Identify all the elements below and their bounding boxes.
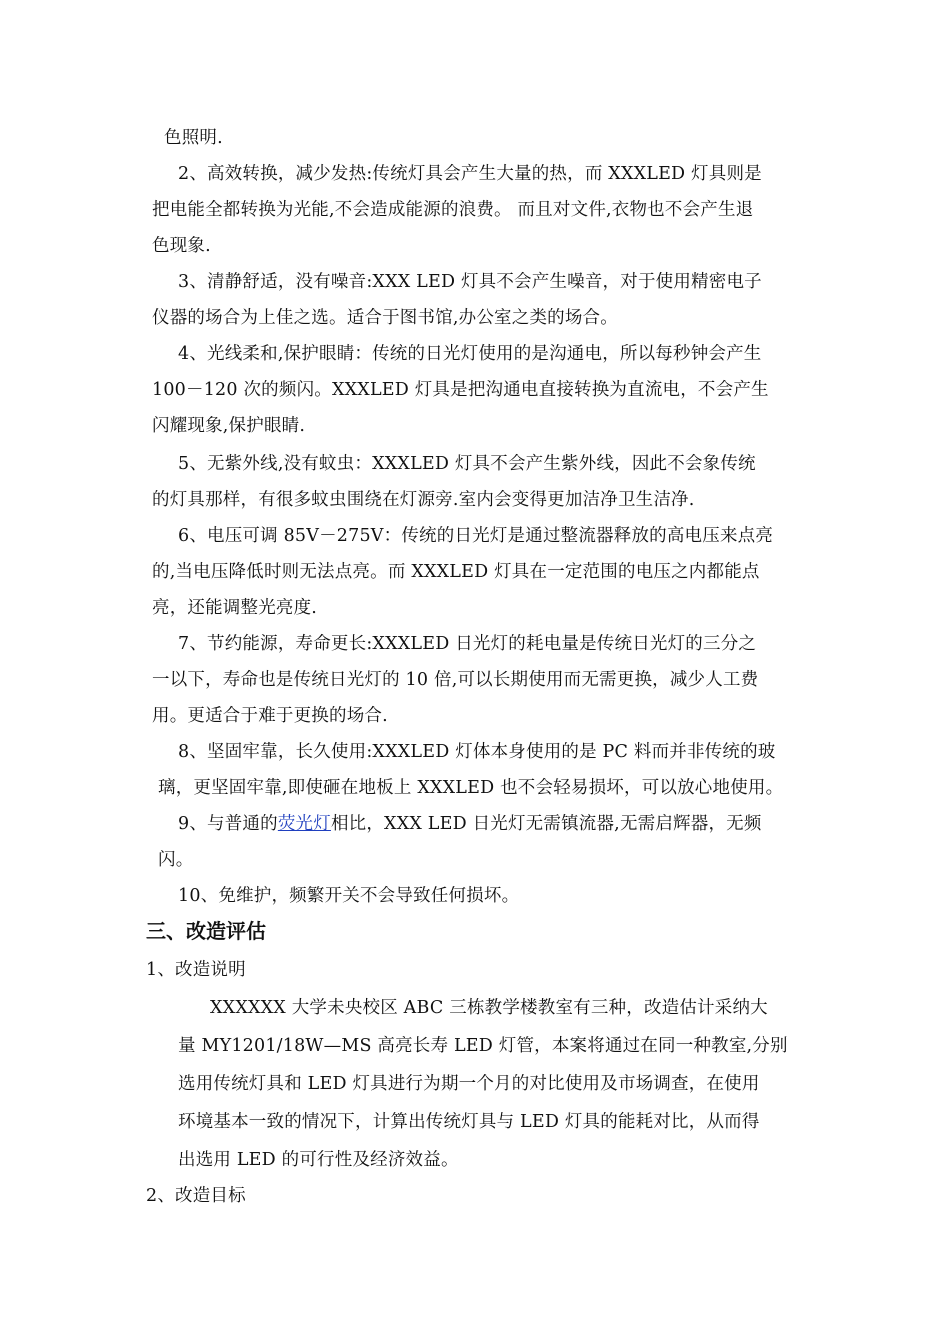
item6-line3: 亮，还能调整光亮度.	[152, 598, 318, 618]
item10: 10、免维护，频繁开关不会导致任何损坏。	[178, 886, 520, 906]
item7-line2: 一以下，寿命也是传统日光灯的 10 倍,可以长期使用而无需更换，减少人工费	[152, 670, 759, 690]
reform-paragraph-line1: XXXXXX 大学未央校区 ABC 三栋教学楼教室有三种，改造估计采纳大	[210, 998, 768, 1018]
item4-line2: 100－120 次的频闪。XXXLED 灯具是把沟通电直接转换为直流电，不会产生	[152, 380, 769, 400]
subheading-reform-description: 1、改造说明	[146, 960, 246, 980]
fluorescent-lamp-link[interactable]: 荧光灯	[277, 814, 331, 834]
section-heading: 三、改造评估	[146, 919, 266, 943]
item7-line1: 7、节约能源，寿命更长:XXXLED 日光灯的耗电量是传统日光灯的三分之	[178, 634, 757, 654]
subheading-reform-goal: 2、改造目标	[146, 1186, 246, 1206]
item9-suffix: 相比，XXX LED 日光灯无需镇流器,无需启辉器，无频	[330, 814, 762, 834]
item1-continuation: 色照明.	[164, 128, 223, 148]
reform-paragraph-line2: 量 MY1201/18W—MS 高亮长寿 LED 灯管，本案将通过在同一种教室,分别	[178, 1036, 788, 1056]
item3-line2: 仪器的场合为上佳之选。适合于图书馆,办公室之类的场合。	[152, 308, 618, 328]
item5-line1: 5、无紫外线,没有蚊虫：XXXLED 灯具不会产生紫外线，因此不会象传统	[178, 454, 756, 474]
reform-paragraph-line3: 选用传统灯具和 LED 灯具进行为期一个月的对比使用及市场调查，在使用	[178, 1074, 760, 1094]
item5-line2: 的灯具那样，有很多蚊虫围绕在灯源旁.室内会变得更加洁净卫生洁净.	[152, 490, 695, 510]
reform-paragraph-line5: 出选用 LED 的可行性及经济效益。	[178, 1150, 459, 1170]
item4-line3: 闪耀现象,保护眼睛.	[152, 416, 306, 436]
item8-line2: 璃，更坚固牢靠,即使砸在地板上 XXXLED 也不会轻易损坏，可以放心地使用。	[158, 778, 784, 798]
item9-prefix: 9、与普通的	[178, 814, 278, 834]
reform-paragraph-line4: 环境基本一致的情况下，计算出传统灯具与 LED 灯具的能耗对比，从而得	[178, 1112, 760, 1132]
item9-line2: 闪。	[158, 850, 194, 870]
item9-line1	[178, 812, 762, 836]
item7-line3: 用。更适合于难于更换的场合.	[152, 706, 388, 726]
item2-line1: 2、高效转换，减少发热:传统灯具会产生大量的热，而 XXXLED 灯具则是	[178, 164, 762, 184]
item4-line1: 4、光线柔和,保护眼睛：传统的日光灯使用的是沟通电，所以每秒钟会产生	[178, 344, 762, 364]
item6-line1: 6、电压可调 85V－275V：传统的日光灯是通过整流器释放的高电压来点亮	[178, 526, 774, 546]
item2-line3: 色现象.	[152, 236, 211, 256]
item2-line2: 把电能全都转换为光能,不会造成能源的浪费。 而且对文件,衣物也不会产生退	[152, 200, 754, 220]
item6-line2: 的,当电压降低时则无法点亮。而 XXXLED 灯具在一定范围的电压之内都能点	[152, 562, 760, 582]
item8-line1: 8、坚固牢靠，长久使用:XXXLED 灯体本身使用的是 PC 料而并非传统的玻	[178, 742, 776, 762]
item3-line1: 3、清静舒适，没有噪音:XXX LED 灯具不会产生噪音，对于使用精密电子	[178, 272, 762, 292]
